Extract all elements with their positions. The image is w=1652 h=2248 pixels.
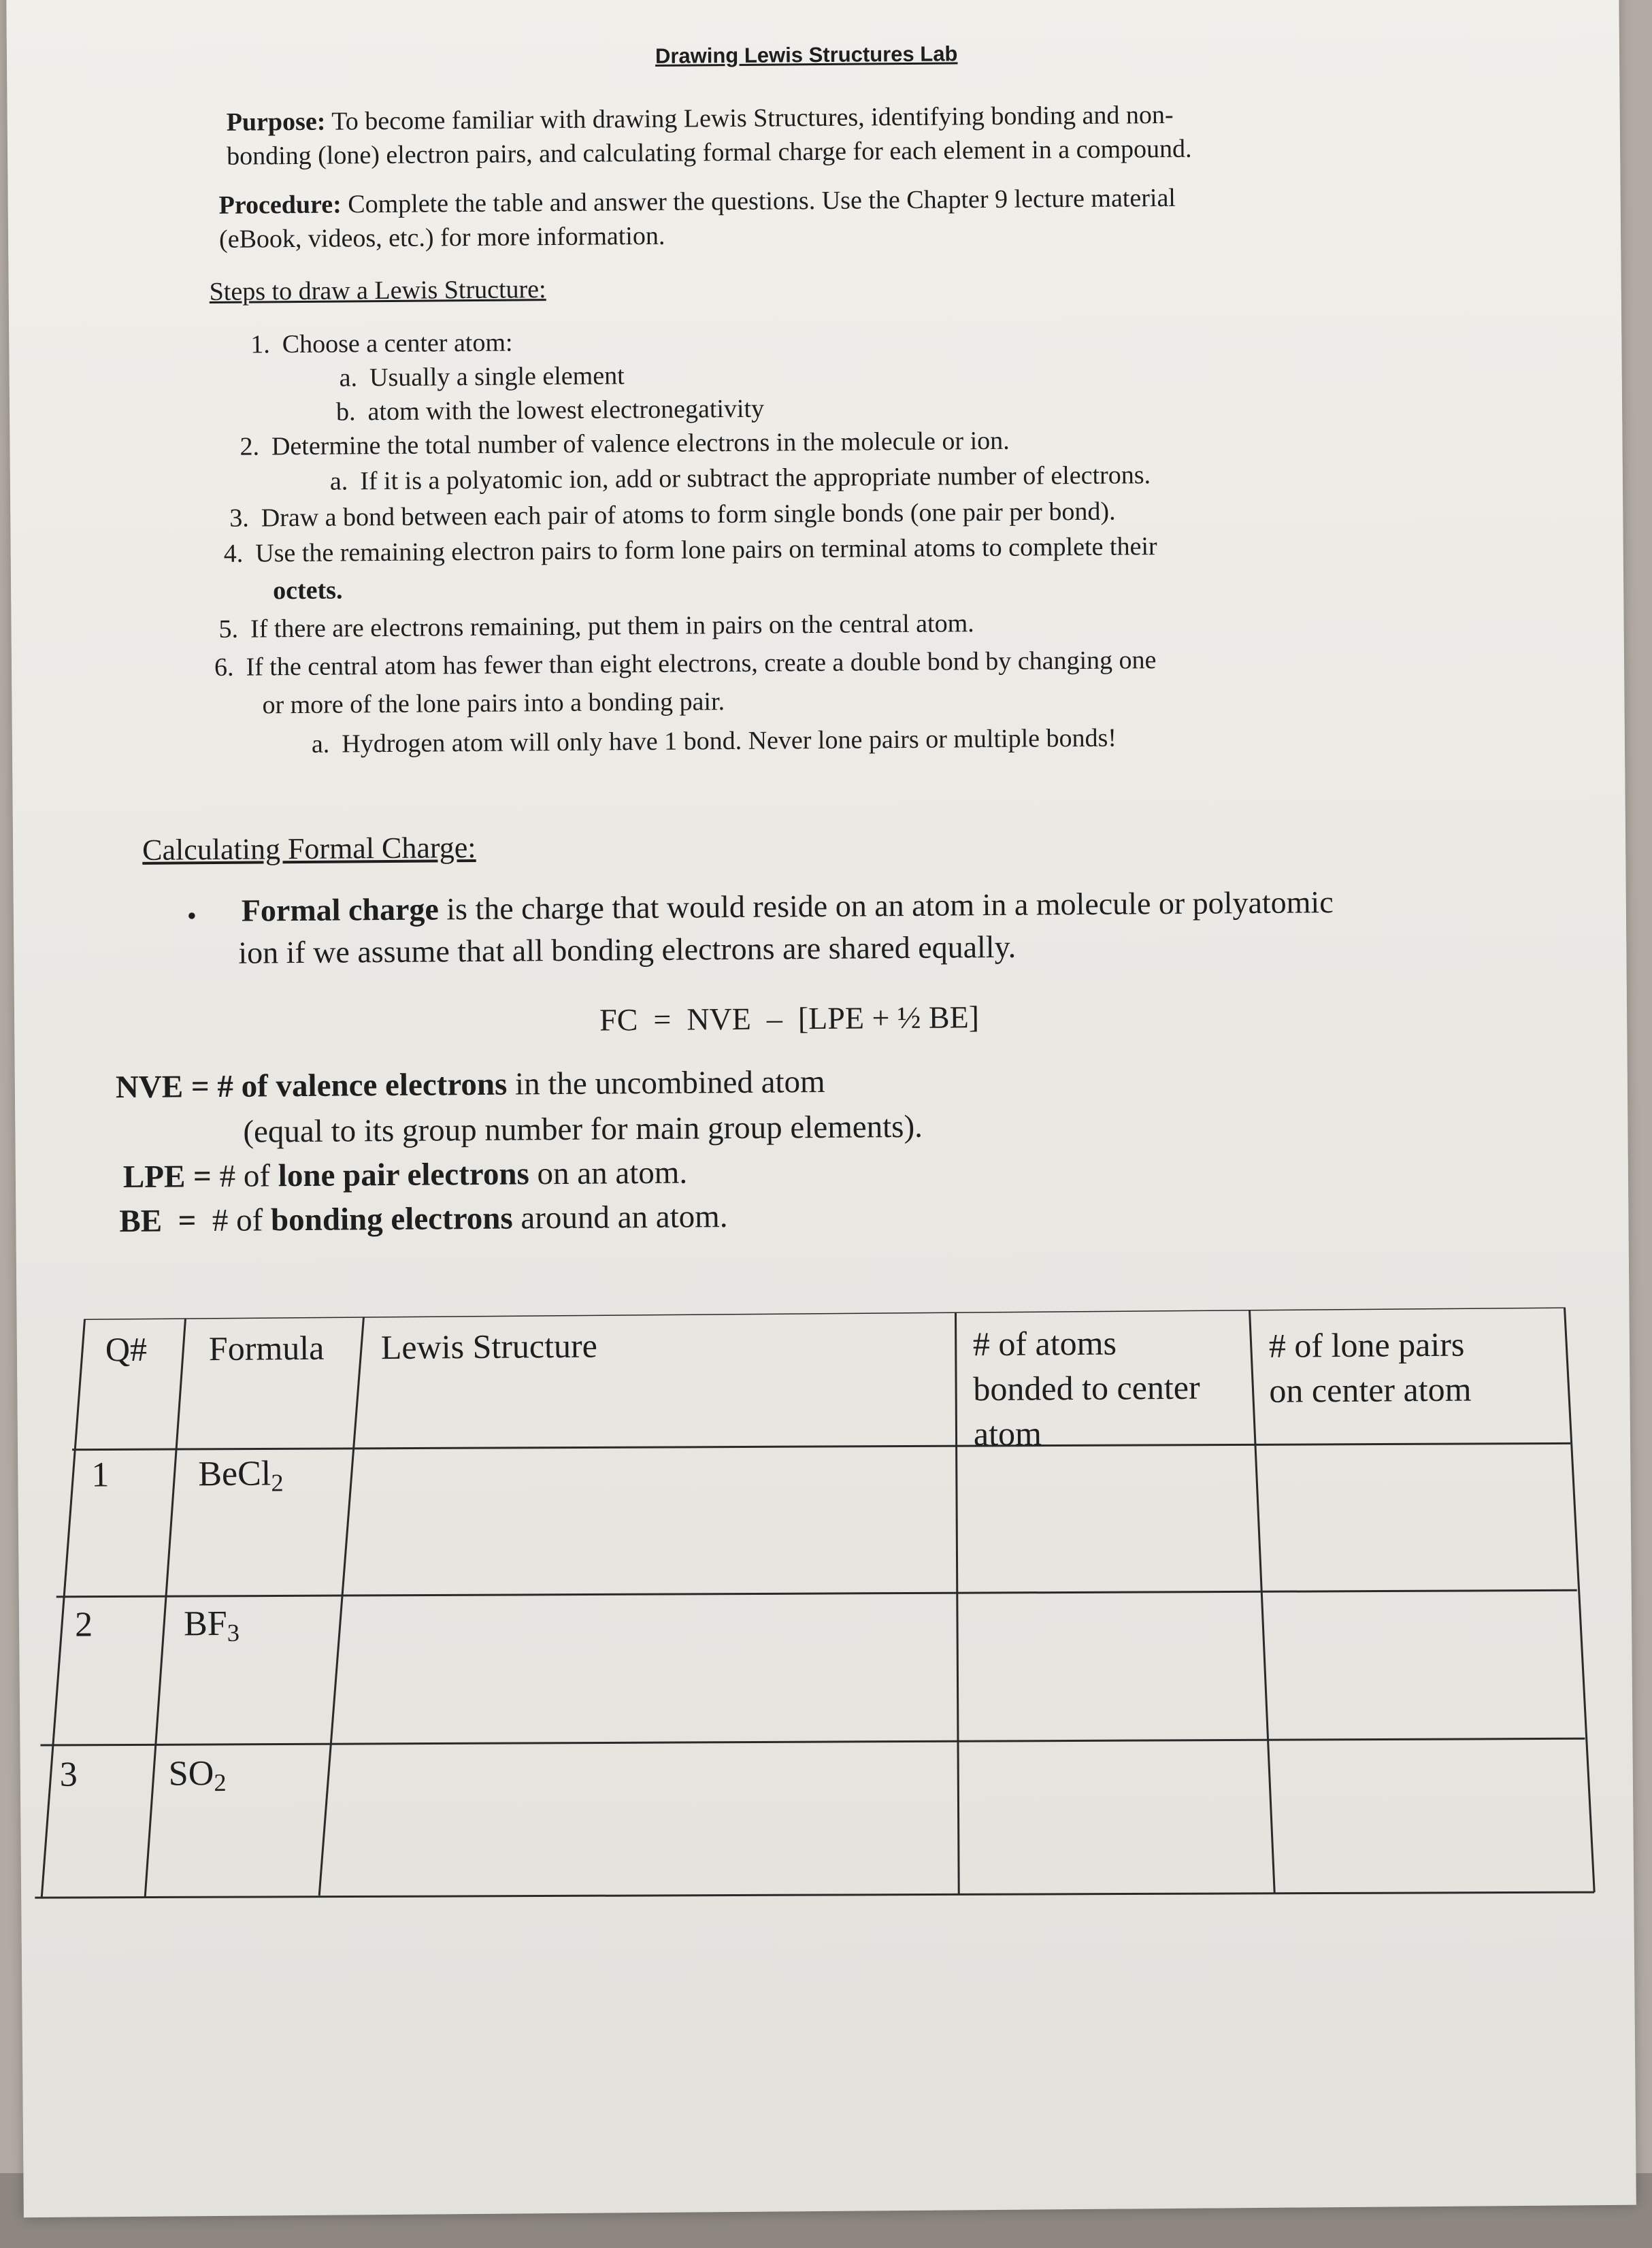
header-q-number: Q# [105,1329,148,1369]
step-5 [218,608,974,644]
step-number: 5. [218,614,239,644]
row-1-atoms-bonded-cell[interactable] [963,1449,1243,1581]
step-6-continued: or more of the lone pairs into a bonding pair. [262,687,725,720]
procedure-paragraph [219,181,1176,257]
be-prefix: # of [212,1202,271,1239]
header-lone-pairs-line2: on center atom [1269,1370,1472,1410]
step-3 [229,497,1116,533]
formula-symbol: BeCl [198,1454,271,1494]
header-lone-pairs-line1: # of lone pairs [1268,1325,1465,1365]
row-1-lone-pairs-cell[interactable] [1256,1451,1556,1582]
be-text: around an atom. [521,1199,728,1236]
row-2-formula [184,1604,239,1648]
purpose-paragraph [227,98,1192,173]
row-3-atoms-bonded-cell[interactable] [966,1749,1267,1883]
header-atoms-bonded [973,1320,1201,1457]
step-1 [250,328,513,360]
be-definition [119,1198,728,1240]
nve-label: NVE = # of valence electrons [115,1066,508,1106]
step-number: 1. [250,330,270,359]
procedure-text-line2: (eBook, videos, etc.) for more information. [218,221,665,254]
step-number: 6. [214,652,234,682]
step-text: If it is a polyatomic ion, add or subtract the appropriate number of electrons. [360,461,1151,496]
step-text: Determine the total number of valence electrons in the molecule or ion. [271,426,1010,461]
lpe-term: lone pair electrons [278,1156,529,1194]
step-6 [214,645,1157,682]
be-label: BE = [119,1203,213,1240]
formal-charge-definition-line2: ion if we assume that all bonding electrons are shared equally. [238,929,1017,970]
step-letter: b. [335,397,356,427]
step-letter: a. [339,363,358,393]
purpose-label: Purpose: [226,107,326,137]
lpe-prefix: # of [219,1158,278,1194]
header-atoms-bonded-line2: bonded to center [973,1368,1200,1408]
formal-charge-definition [242,884,1334,929]
step-4-continued: octets. [272,576,343,606]
header-lone-pairs [1269,1322,1472,1413]
row-1-formula [198,1453,284,1498]
row-1-q-number: 1 [91,1455,110,1495]
row-2-lewis-structure-cell[interactable] [352,1602,938,1736]
step-1b [336,394,764,427]
header-atoms-bonded-line1: # of atoms [972,1323,1117,1363]
row-2-lone-pairs-cell[interactable] [1268,1600,1568,1731]
formula-symbol: SO [168,1754,214,1794]
step-letter: a. [311,729,330,759]
step-6a [312,723,1117,759]
formal-charge-term: Formal charge [241,891,439,928]
formula-subscript: 2 [271,1469,284,1497]
step-1a [340,361,625,393]
step-text: Draw a bond between each pair of atoms to form single bonds (one pair per bond). [261,497,1116,533]
step-number: 4. [223,539,244,568]
row-2-atoms-bonded-cell[interactable] [965,1599,1251,1730]
steps-heading: Steps to draw a Lewis Structure: [209,275,546,307]
row-3-q-number: 3 [59,1755,78,1794]
page-title: Drawing Lewis Structures Lab [655,42,958,68]
lpe-definition [123,1155,688,1196]
step-text: Usually a single element [369,361,625,393]
lewis-structure-table [31,1307,1600,1918]
formula-symbol: BF [183,1604,227,1644]
formula-subscript: 2 [214,1768,227,1797]
row-2-q-number: 2 [74,1605,93,1644]
step-letter: a. [329,467,348,496]
formal-charge-heading: Calculating Formal Charge: [142,830,476,867]
lpe-label: LPE = [122,1158,220,1195]
formal-charge-text: is the charge that would reside on an atom in a molecule or polyatomic [446,885,1334,927]
step-text: Use the remaining electron pairs to form lone pairs on terminal atoms to complete their [255,532,1157,568]
purpose-text-line1: To become familiar with drawing Lewis Structures, identifying bonding and non- [331,100,1174,136]
row-3-formula [169,1753,227,1798]
formal-charge-formula: FC = NVE – [LPE + ½ BE] [599,999,980,1038]
worksheet-page [6,0,1636,2217]
be-term: bonding electrons [270,1200,513,1238]
step-text: atom with the lowest electronegativity [367,394,765,427]
bullet-icon: • [186,900,197,931]
header-atoms-bonded-line3: atom [973,1414,1042,1453]
step-2a [330,460,1151,496]
step-number: 3. [229,503,249,533]
purpose-text-line2: bonding (lone) electron pairs, and calculating formal charge for each element in a compound. [226,134,1192,171]
step-text: Choose a center atom: [282,328,513,359]
row-3-lone-pairs-cell[interactable] [1283,1749,1583,1884]
step-number: 2. [239,432,260,461]
step-2 [239,426,1010,462]
nve-definition-note: (equal to its group number for main group elements). [243,1108,923,1150]
header-formula: Formula [208,1328,325,1368]
row-1-lewis-structure-cell[interactable] [371,1452,944,1586]
procedure-text-line1: Complete the table and answer the questions. Use the Chapter 9 lecture material [348,183,1176,219]
step-4 [224,531,1157,569]
nve-text: in the uncombined atom [514,1063,825,1102]
header-lewis-structure: Lewis Structure [380,1326,598,1367]
row-3-lewis-structure-cell[interactable] [337,1751,944,1889]
formula-subscript: 3 [227,1619,240,1647]
step-text: If there are electrons remaining, put them in pairs on the central atom. [250,609,974,644]
step-text: Hydrogen atom will only have 1 bond. Never lone pairs or multiple bonds! [342,723,1117,759]
lpe-text: on an atom. [537,1155,688,1192]
procedure-label: Procedure: [218,190,342,220]
step-text: If the central atom has fewer than eight electrons, create a double bond by changing one [246,646,1157,682]
nve-definition [116,1063,825,1106]
